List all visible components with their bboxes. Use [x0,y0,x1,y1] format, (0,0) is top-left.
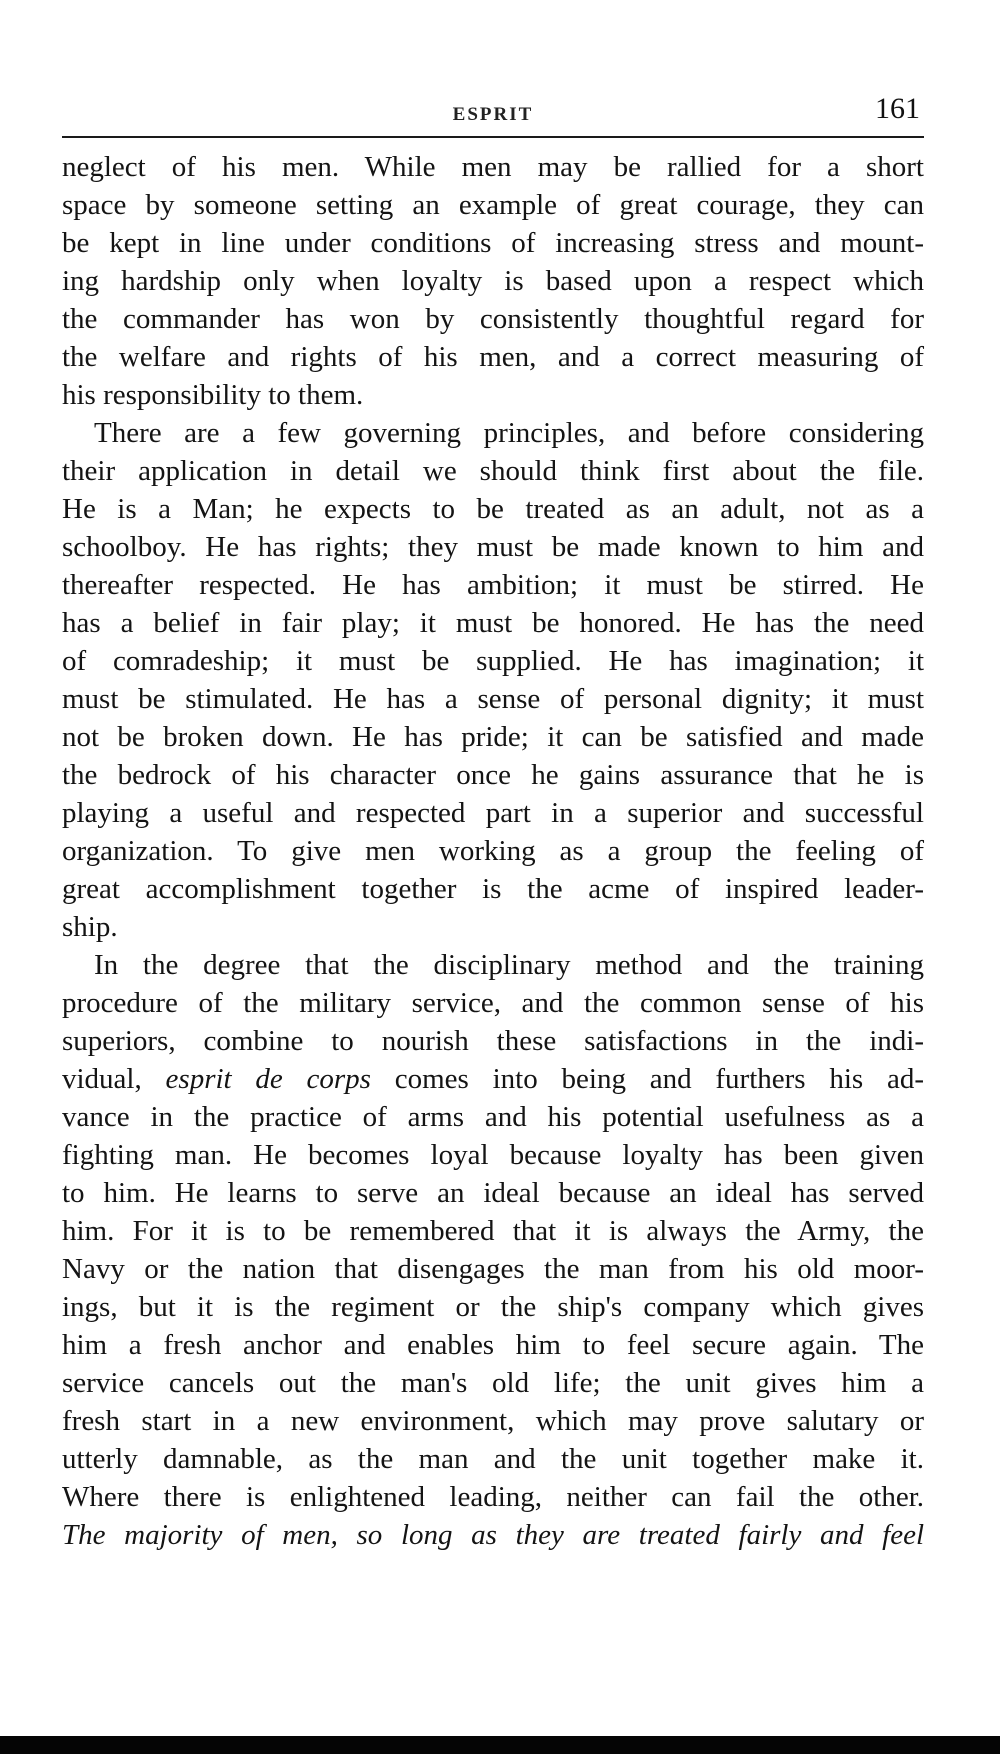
text-line: He is a Man; he expects to be treated as an adult, not as a [62,493,924,525]
text-line: vance in the practice of arms and his potential usefulness as a [62,1101,924,1133]
text-line: must be stimulated. He has a sense of personal dignity; it must [62,683,924,715]
text-line: the commander has won by consistently thoughtful regard for [62,303,924,335]
text-line: service cancels out the man's old life; the unit gives him a [62,1367,924,1399]
text-line: space by someone setting an example of great courage, they can [62,189,924,221]
text-line: The majority of men, so long as they are treated fairly and feel [62,1519,924,1551]
text-line: Navy or the nation that disengages the man from his old moor- [62,1253,924,1285]
text-line: Where there is enlightened leading, neither can fail the other. [62,1481,924,1513]
text-line: superiors, combine to nourish these satisfactions in the indi- [62,1025,924,1057]
text-line: ship. [62,911,118,943]
text-line: the bedrock of his character once he gains assurance that he is [62,759,924,791]
text-line: thereafter respected. He has ambition; it must be stirred. He [62,569,924,601]
text-line: organization. To give men working as a group the feeling of [62,835,924,867]
text-line: ing hardship only when loyalty is based upon a respect which [62,265,924,297]
text-line: fighting man. He becomes loyal because loyalty has been given [62,1139,924,1171]
text-line: utterly damnable, as the man and the unit together make it. [62,1443,924,1475]
bottom-edge-bar [0,1736,1000,1754]
text-line: In the degree that the disciplinary method and the training [94,949,924,981]
text-line: to him. He learns to serve an ideal because an ideal has served [62,1177,924,1209]
text-line: fresh start in a new environment, which may prove salutary or [62,1405,924,1437]
text-line: great accomplishment together is the acme of inspired leader- [62,873,924,905]
text-line: the welfare and rights of his men, and a correct measuring of [62,341,924,373]
text-line: There are a few governing principles, and before considering [94,417,924,449]
text-line: neglect of his men. While men may be rallied for a short [62,151,924,183]
text-fragment: vidual, [62,1063,166,1095]
page-number: 161 [875,92,920,125]
running-head: ESPRIT [452,104,534,125]
page-header [62,88,924,138]
body-text [62,148,924,1554]
text-line: not be broken down. He has pride; it can be satisfied and made [62,721,924,753]
text-line: procedure of the military service, and the common sense of his [62,987,924,1019]
text-line-mixed [62,1060,924,1098]
text-line: his responsibility to them. [62,379,364,411]
text-line: him a fresh anchor and enables him to feel secure again. The [62,1329,924,1361]
text-line: ings, but it is the regiment or the ship's company which gives [62,1291,924,1323]
text-line: their application in detail we should think first about the file. [62,455,924,487]
text-line: be kept in line under conditions of increasing stress and mount- [62,227,924,259]
text-fragment: comes into being and furthers his ad- [370,1063,924,1095]
text-line: schoolboy. He has rights; they must be made known to him and [62,531,924,563]
text-line: playing a useful and respected part in a superior and successful [62,797,924,829]
text-line: him. For it is to be remembered that it is always the Army, the [62,1215,924,1247]
text-line: has a belief in fair play; it must be honored. He has the need [62,607,924,639]
italic-term: esprit de corps [165,1063,371,1095]
text-line: of comradeship; it must be supplied. He has imagination; it [62,645,924,677]
